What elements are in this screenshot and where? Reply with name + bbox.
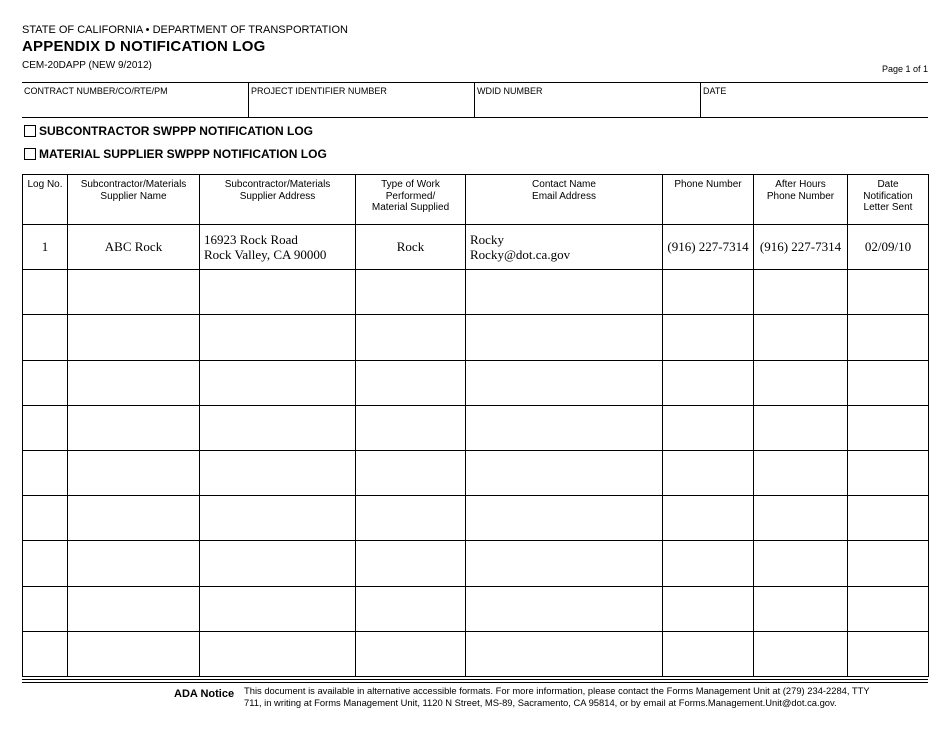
col-log-no — [23, 175, 68, 225]
phone-cell[interactable] — [663, 496, 754, 541]
supplier-log-option[interactable] — [24, 147, 327, 161]
contact-cell[interactable] — [466, 631, 663, 676]
work-type-cell[interactable] — [356, 405, 466, 450]
supplier-address-cell[interactable] — [200, 360, 356, 405]
date-sent-cell[interactable] — [848, 315, 929, 360]
col-supplier-address — [200, 175, 356, 225]
supplier-name-cell[interactable] — [68, 541, 200, 586]
col-date-sent — [848, 175, 929, 225]
phone-cell[interactable] — [663, 541, 754, 586]
log-no-cell[interactable] — [23, 405, 68, 450]
table-row — [23, 496, 929, 541]
contact-cell[interactable] — [466, 315, 663, 360]
page-number: Page 1 of 1 — [881, 64, 928, 74]
col-after-hours — [754, 175, 848, 225]
supplier-address-cell[interactable] — [200, 405, 356, 450]
table-row — [23, 586, 929, 631]
notification-log-table — [22, 174, 929, 677]
ada-notice-text: This document is available in alternative accessible formats. For more information, please contact the Forms Management Unit at (279) 234-2284, TTY 711, in writing at Forms Management Unit, 1120 N Street, MS-89, Sacramento, CA 95814, or by email at Forms.Management.Unit@dot.ca.gov. — [244, 685, 870, 708]
form-title: APPENDIX D NOTIFICATION LOG — [22, 38, 266, 55]
supplier-address-cell[interactable] — [200, 586, 356, 631]
phone-cell[interactable] — [663, 360, 754, 405]
agency-line: STATE OF CALIFORNIA • DEPARTMENT OF TRANSPORTATION — [22, 24, 348, 36]
contract-number-field[interactable] — [22, 83, 248, 117]
phone-cell[interactable]: (916) 227-7314 — [663, 225, 754, 270]
log-no-cell[interactable] — [23, 270, 68, 315]
contact-cell[interactable] — [466, 405, 663, 450]
after-hours-cell[interactable] — [754, 496, 848, 541]
supplier-name-cell[interactable] — [68, 360, 200, 405]
table-row — [23, 315, 929, 360]
supplier-name-cell[interactable] — [68, 405, 200, 450]
table-row — [23, 450, 929, 495]
work-type-cell[interactable] — [356, 450, 466, 495]
wdid-number-label: WDID NUMBER — [477, 86, 543, 96]
wdid-number-field[interactable] — [474, 83, 700, 117]
date-sent-cell[interactable] — [848, 360, 929, 405]
table-row — [23, 270, 929, 315]
supplier-log-label: MATERIAL SUPPLIER SWPPP NOTIFICATION LOG — [39, 147, 327, 161]
ada-notice-label: ADA Notice — [174, 688, 235, 700]
project-identifier-label: PROJECT IDENTIFIER NUMBER — [251, 86, 387, 96]
date-sent-cell[interactable] — [848, 270, 929, 315]
after-hours-cell[interactable] — [754, 405, 848, 450]
table-row — [23, 405, 929, 450]
contact-name: Rocky — [470, 232, 504, 248]
supplier-address-cell[interactable] — [200, 315, 356, 360]
col-date-sent-label: Date Notification Letter Sent — [863, 179, 913, 213]
contact-cell[interactable] — [466, 225, 663, 270]
phone-cell[interactable] — [663, 270, 754, 315]
after-hours-cell[interactable]: (916) 227-7314 — [754, 225, 848, 270]
date-sent-cell[interactable] — [848, 631, 929, 676]
project-identifier-field[interactable] — [248, 83, 474, 117]
table-header-row — [23, 175, 929, 225]
contract-number-label: CONTRACT NUMBER/CO/RTE/PM — [24, 86, 168, 96]
col-after-hours-label: After Hours Phone Number — [766, 179, 835, 202]
work-type-cell[interactable] — [356, 270, 466, 315]
phone-cell[interactable] — [663, 586, 754, 631]
contact-cell[interactable] — [466, 541, 663, 586]
date-sent-cell[interactable] — [848, 586, 929, 631]
work-type-cell[interactable] — [356, 541, 466, 586]
contact-cell[interactable] — [466, 270, 663, 315]
log-no-cell[interactable]: 1 — [23, 225, 68, 270]
log-no-cell[interactable] — [23, 360, 68, 405]
form-id: CEM-20DAPP (NEW 9/2012) — [22, 60, 152, 71]
col-log-no-label: Log No. — [27, 179, 63, 190]
work-type-cell[interactable] — [356, 631, 466, 676]
supplier-address-cell[interactable] — [200, 541, 356, 586]
log-no-cell[interactable] — [23, 631, 68, 676]
address-line-1: 16923 Rock Road — [204, 232, 298, 248]
supplier-name-cell[interactable] — [68, 496, 200, 541]
log-no-cell[interactable] — [23, 586, 68, 631]
after-hours-cell[interactable] — [754, 450, 848, 495]
date-field[interactable] — [700, 83, 928, 117]
phone-cell[interactable] — [663, 405, 754, 450]
table-row — [23, 541, 929, 586]
after-hours-cell[interactable] — [754, 586, 848, 631]
supplier-name-cell[interactable]: ABC Rock — [68, 225, 200, 270]
col-supplier-address-label: Subcontractor/Materials Supplier Address — [224, 179, 331, 202]
contact-cell[interactable] — [466, 360, 663, 405]
col-work-type-label: Type of Work Performed/ Material Supplied — [371, 179, 450, 213]
subcontractor-checkbox[interactable] — [24, 125, 36, 137]
header-fields — [22, 82, 928, 118]
supplier-address-cell[interactable] — [200, 270, 356, 315]
contact-cell[interactable] — [466, 586, 663, 631]
after-hours-cell[interactable] — [754, 631, 848, 676]
table-row — [23, 631, 929, 676]
log-no-cell[interactable] — [23, 450, 68, 495]
supplier-name-cell[interactable] — [68, 586, 200, 631]
supplier-name-cell[interactable] — [68, 450, 200, 495]
project-identifier-input[interactable] — [251, 98, 465, 111]
subcontractor-log-label: SUBCONTRACTOR SWPPP NOTIFICATION LOG — [39, 124, 314, 138]
date-input[interactable] — [703, 98, 919, 111]
col-supplier-name-label: Subcontractor/Materials Supplier Name — [80, 179, 187, 202]
work-type-cell[interactable]: Rock — [356, 225, 466, 270]
work-type-cell[interactable] — [356, 496, 466, 541]
date-sent-cell[interactable] — [848, 405, 929, 450]
work-type-cell[interactable] — [356, 315, 466, 360]
col-work-type — [356, 175, 466, 225]
col-contact — [466, 175, 663, 225]
phone-cell[interactable] — [663, 315, 754, 360]
table-row — [23, 360, 929, 405]
date-sent-cell[interactable]: 02/09/10 — [848, 225, 929, 270]
supplier-name-cell[interactable] — [68, 270, 200, 315]
supplier-address-cell[interactable] — [200, 631, 356, 676]
table-row — [23, 225, 929, 270]
col-contact-label: Contact Name Email Address — [532, 179, 596, 202]
work-type-cell[interactable] — [356, 586, 466, 631]
subcontractor-log-option[interactable] — [24, 124, 313, 138]
contact-cell[interactable] — [466, 450, 663, 495]
wdid-number-input[interactable] — [477, 98, 691, 111]
log-no-cell[interactable] — [23, 541, 68, 586]
supplier-address-cell[interactable] — [200, 225, 356, 270]
phone-cell[interactable] — [663, 631, 754, 676]
date-label: DATE — [703, 86, 727, 96]
date-sent-cell[interactable] — [848, 450, 929, 495]
contact-email: Rocky@dot.ca.gov — [470, 247, 571, 263]
col-phone — [663, 175, 754, 225]
supplier-address-cell[interactable] — [200, 450, 356, 495]
footer-divider — [22, 679, 928, 683]
date-sent-cell[interactable] — [848, 496, 929, 541]
contact-cell[interactable] — [466, 496, 663, 541]
log-no-cell[interactable] — [23, 496, 68, 541]
after-hours-cell[interactable] — [754, 315, 848, 360]
after-hours-cell[interactable] — [754, 270, 848, 315]
after-hours-cell[interactable] — [754, 360, 848, 405]
col-phone-label: Phone Number — [674, 179, 742, 190]
work-type-cell[interactable] — [356, 360, 466, 405]
supplier-address-cell[interactable] — [200, 496, 356, 541]
after-hours-cell[interactable] — [754, 541, 848, 586]
supplier-checkbox[interactable] — [24, 148, 36, 160]
contract-number-input[interactable] — [24, 98, 239, 111]
log-no-cell[interactable] — [23, 315, 68, 360]
col-supplier-name — [68, 175, 200, 225]
phone-cell[interactable] — [663, 450, 754, 495]
supplier-name-cell[interactable] — [68, 631, 200, 676]
address-line-2: Rock Valley, CA 90000 — [204, 247, 327, 263]
date-sent-cell[interactable] — [848, 541, 929, 586]
supplier-name-cell[interactable] — [68, 315, 200, 360]
